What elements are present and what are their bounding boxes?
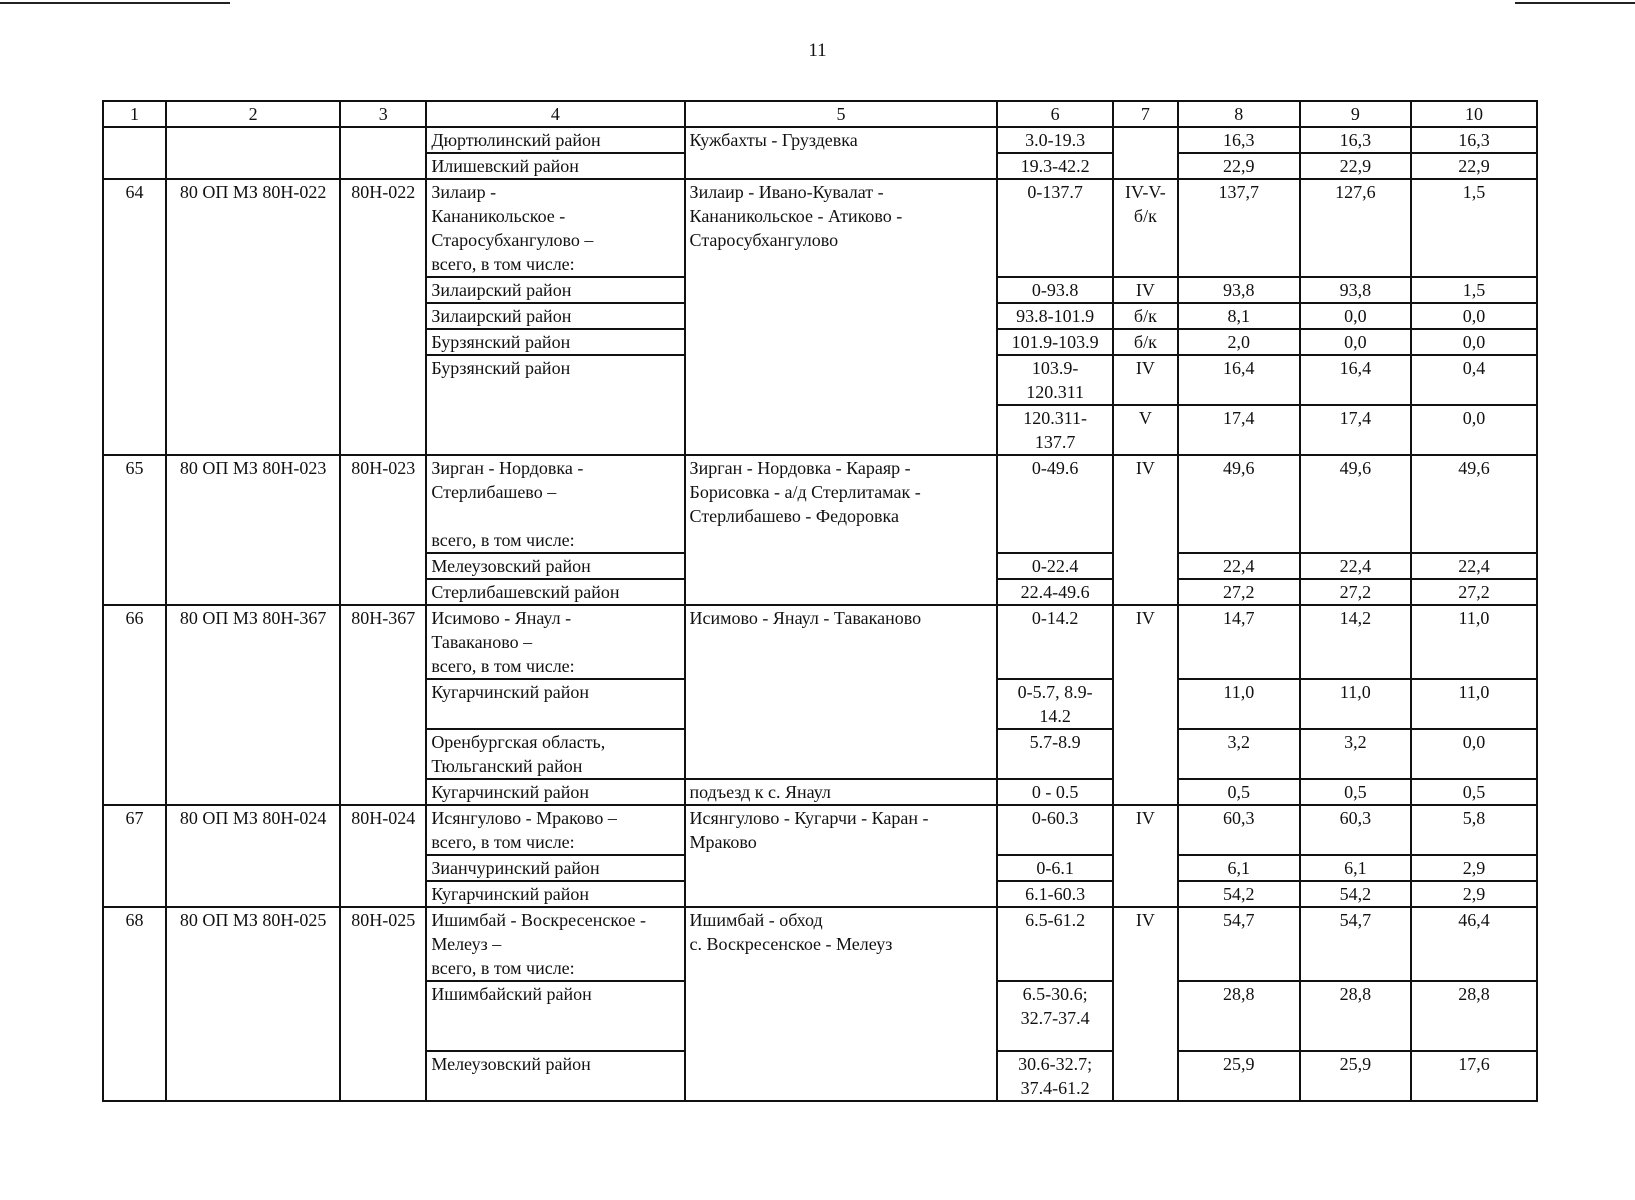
value-cell: 22,9 <box>1411 153 1537 179</box>
category-cell: б/к <box>1113 329 1178 355</box>
header-cell: 6 <box>997 101 1112 127</box>
row-number-cell: 65 <box>103 455 166 605</box>
value-cell: 28,8 <box>1411 981 1537 1051</box>
value-cell: 5,8 <box>1411 805 1537 855</box>
value-cell: 1,5 <box>1411 179 1537 277</box>
road-code-cell: 80Н-367 <box>340 605 426 805</box>
table-row <box>103 805 1537 855</box>
route-cell: Ишимбай - обход с. Воскресенское - Мелеуз <box>685 907 998 1101</box>
route-cell: Исянгулово - Кугарчи - Каран - Мраково <box>685 805 998 907</box>
route-cell: Зирган - Нордовка - Караяр - Борисовка - а/д Стерлитамак - Стерлибашево - Федоровка <box>685 455 998 605</box>
district-cell: Кугарчинский район <box>426 881 684 907</box>
length-cell: 25,9 <box>1178 1051 1300 1101</box>
length-cell: 22,4 <box>1178 553 1300 579</box>
length-cell: 22,9 <box>1178 153 1300 179</box>
km-range-cell: 6.5-61.2 <box>997 907 1112 981</box>
value-cell: 2,9 <box>1411 881 1537 907</box>
km-range-cell: 120.311- 137.7 <box>997 405 1112 455</box>
route-cell: подъезд к с. Янаул <box>685 779 998 805</box>
km-range-cell: 5.7-8.9 <box>997 729 1112 779</box>
header-cell: 5 <box>685 101 998 127</box>
row-number-cell: 64 <box>103 179 166 455</box>
length-cell: 93,8 <box>1178 277 1300 303</box>
paved-length-cell: 54,2 <box>1300 881 1411 907</box>
length-cell: 0,5 <box>1178 779 1300 805</box>
paved-length-cell: 14,2 <box>1300 605 1411 679</box>
length-cell: 6,1 <box>1178 855 1300 881</box>
km-range-cell: 0-5.7, 8.9- 14.2 <box>997 679 1112 729</box>
value-cell: 0,5 <box>1411 779 1537 805</box>
paved-length-cell: 6,1 <box>1300 855 1411 881</box>
category-cell: IV <box>1113 455 1178 605</box>
category-cell: IV-V- б/к <box>1113 179 1178 277</box>
paved-length-cell: 0,0 <box>1300 329 1411 355</box>
km-range-cell: 0-22.4 <box>997 553 1112 579</box>
length-cell: 27,2 <box>1178 579 1300 605</box>
row-number-cell: 67 <box>103 805 166 907</box>
length-cell: 28,8 <box>1178 981 1300 1051</box>
category-cell: IV <box>1113 355 1178 405</box>
length-cell: 11,0 <box>1178 679 1300 729</box>
route-cell: Зилаир - Ивано-Кувалат - Кананикольское - Атиково - Старосубхангулово <box>685 179 998 455</box>
paved-length-cell: 16,4 <box>1300 355 1411 405</box>
km-range-cell: 6.5-30.6; 32.7-37.4 <box>997 981 1112 1051</box>
header-cell: 9 <box>1300 101 1411 127</box>
table-row <box>103 605 1537 679</box>
district-cell: Зилаирский район <box>426 303 684 329</box>
paved-length-cell: 16,3 <box>1300 127 1411 153</box>
table-row <box>103 455 1537 553</box>
value-cell: 11,0 <box>1411 679 1537 729</box>
district-cell: Зианчуринский район <box>426 855 684 881</box>
km-range-cell: 19.3-42.2 <box>997 153 1112 179</box>
district-cell: Оренбургская область, Тюльганский район <box>426 729 684 779</box>
top-rule-right <box>1515 2 1635 4</box>
header-cell: 2 <box>166 101 340 127</box>
value-cell: 2,9 <box>1411 855 1537 881</box>
paved-length-cell: 27,2 <box>1300 579 1411 605</box>
value-cell: 49,6 <box>1411 455 1537 553</box>
value-cell: 11,0 <box>1411 605 1537 679</box>
km-range-cell: 0-49.6 <box>997 455 1112 553</box>
page-number: 11 <box>808 40 827 61</box>
road-name-cell: Ишимбай - Воскресенское - Мелеуз – всего, в том числе: <box>426 907 684 981</box>
road-code-cell: 80Н-022 <box>340 179 426 455</box>
paved-length-cell: 25,9 <box>1300 1051 1411 1101</box>
road-name-cell: Исянгулово - Мраково – всего, в том числе: <box>426 805 684 855</box>
road-id-cell <box>166 127 340 179</box>
value-cell: 22,4 <box>1411 553 1537 579</box>
paved-length-cell: 60,3 <box>1300 805 1411 855</box>
length-cell: 2,0 <box>1178 329 1300 355</box>
value-cell: 0,4 <box>1411 355 1537 405</box>
length-cell: 3,2 <box>1178 729 1300 779</box>
row-number-cell: 68 <box>103 907 166 1101</box>
district-cell: Стерлибашевский район <box>426 579 684 605</box>
value-cell: 1,5 <box>1411 277 1537 303</box>
road-id-cell: 80 ОП МЗ 80Н-025 <box>166 907 340 1101</box>
header-row <box>103 101 1537 127</box>
row-number-cell <box>103 127 166 179</box>
district-cell: Бурзянский район <box>426 329 684 355</box>
length-cell: 49,6 <box>1178 455 1300 553</box>
category-cell: б/к <box>1113 303 1178 329</box>
row-number-cell: 66 <box>103 605 166 805</box>
header-cell: 7 <box>1113 101 1178 127</box>
paved-length-cell: 0,0 <box>1300 303 1411 329</box>
km-range-cell: 101.9-103.9 <box>997 329 1112 355</box>
length-cell: 16,3 <box>1178 127 1300 153</box>
district-cell: Илишевский район <box>426 153 684 179</box>
road-code-cell: 80Н-023 <box>340 455 426 605</box>
road-name-cell: Зилаир - Кананикольское - Старосубхангулово – всего, в том числе: <box>426 179 684 277</box>
value-cell: 46,4 <box>1411 907 1537 981</box>
km-range-cell: 22.4-49.6 <box>997 579 1112 605</box>
district-cell: Мелеузовский район <box>426 1051 684 1101</box>
length-cell: 54,2 <box>1178 881 1300 907</box>
route-cell: Исимово - Янаул - Таваканово <box>685 605 998 779</box>
value-cell: 16,3 <box>1411 127 1537 153</box>
category-cell: V <box>1113 405 1178 455</box>
paved-length-cell: 127,6 <box>1300 179 1411 277</box>
value-cell: 0,0 <box>1411 729 1537 779</box>
km-range-cell: 0-6.1 <box>997 855 1112 881</box>
paved-length-cell: 49,6 <box>1300 455 1411 553</box>
header-cell: 8 <box>1178 101 1300 127</box>
category-cell: IV <box>1113 277 1178 303</box>
header-cell: 4 <box>426 101 684 127</box>
length-cell: 14,7 <box>1178 605 1300 679</box>
value-cell: 0,0 <box>1411 405 1537 455</box>
district-cell: Зилаирский район <box>426 277 684 303</box>
road-id-cell: 80 ОП МЗ 80Н-023 <box>166 455 340 605</box>
header-cell: 10 <box>1411 101 1537 127</box>
value-cell: 0,0 <box>1411 303 1537 329</box>
value-cell: 17,6 <box>1411 1051 1537 1101</box>
km-range-cell: 93.8-101.9 <box>997 303 1112 329</box>
route-cell: Кужбахты - Груздевка <box>685 127 998 179</box>
length-cell: 137,7 <box>1178 179 1300 277</box>
paved-length-cell: 28,8 <box>1300 981 1411 1051</box>
paved-length-cell: 93,8 <box>1300 277 1411 303</box>
km-range-cell: 0 - 0.5 <box>997 779 1112 805</box>
category-cell: IV <box>1113 907 1178 1101</box>
road-id-cell: 80 ОП МЗ 80Н-024 <box>166 805 340 907</box>
km-range-cell: 0-60.3 <box>997 805 1112 855</box>
value-cell: 27,2 <box>1411 579 1537 605</box>
length-cell: 17,4 <box>1178 405 1300 455</box>
district-cell: Кугарчинский район <box>426 779 684 805</box>
road-code-cell <box>340 127 426 179</box>
district-cell: Кугарчинский район <box>426 679 684 729</box>
header-cell: 1 <box>103 101 166 127</box>
length-cell: 8,1 <box>1178 303 1300 329</box>
table-row <box>103 907 1537 981</box>
road-code-cell: 80Н-025 <box>340 907 426 1101</box>
roads-table <box>102 100 1538 1102</box>
paved-length-cell: 11,0 <box>1300 679 1411 729</box>
road-code-cell: 80Н-024 <box>340 805 426 907</box>
km-range-cell: 3.0-19.3 <box>997 127 1112 153</box>
km-range-cell: 0-137.7 <box>997 179 1112 277</box>
road-name-cell: Исимово - Янаул - Таваканово – всего, в том числе: <box>426 605 684 679</box>
value-cell: 0,0 <box>1411 329 1537 355</box>
road-id-cell: 80 ОП МЗ 80Н-367 <box>166 605 340 805</box>
category-cell: IV <box>1113 805 1178 907</box>
km-range-cell: 30.6-32.7; 37.4-61.2 <box>997 1051 1112 1101</box>
paved-length-cell: 3,2 <box>1300 729 1411 779</box>
road-name-cell: Зирган - Нордовка - Стерлибашево – всего, в том числе: <box>426 455 684 553</box>
district-cell: Ишимбайский район <box>426 981 684 1051</box>
km-range-cell: 103.9- 120.311 <box>997 355 1112 405</box>
length-cell: 54,7 <box>1178 907 1300 981</box>
paved-length-cell: 54,7 <box>1300 907 1411 981</box>
length-cell: 60,3 <box>1178 805 1300 855</box>
paved-length-cell: 0,5 <box>1300 779 1411 805</box>
category-cell <box>1113 127 1178 179</box>
paved-length-cell: 22,4 <box>1300 553 1411 579</box>
km-range-cell: 0-93.8 <box>997 277 1112 303</box>
top-rule-left <box>0 2 230 4</box>
paved-length-cell: 22,9 <box>1300 153 1411 179</box>
district-cell: Дюртюлинский район <box>426 127 684 153</box>
km-range-cell: 0-14.2 <box>997 605 1112 679</box>
table-row <box>103 127 1537 153</box>
district-cell: Бурзянский район <box>426 355 684 455</box>
district-cell: Мелеузовский район <box>426 553 684 579</box>
km-range-cell: 6.1-60.3 <box>997 881 1112 907</box>
road-id-cell: 80 ОП МЗ 80Н-022 <box>166 179 340 455</box>
category-cell: IV <box>1113 605 1178 805</box>
table-row <box>103 179 1537 277</box>
header-cell: 3 <box>340 101 426 127</box>
paved-length-cell: 17,4 <box>1300 405 1411 455</box>
length-cell: 16,4 <box>1178 355 1300 405</box>
